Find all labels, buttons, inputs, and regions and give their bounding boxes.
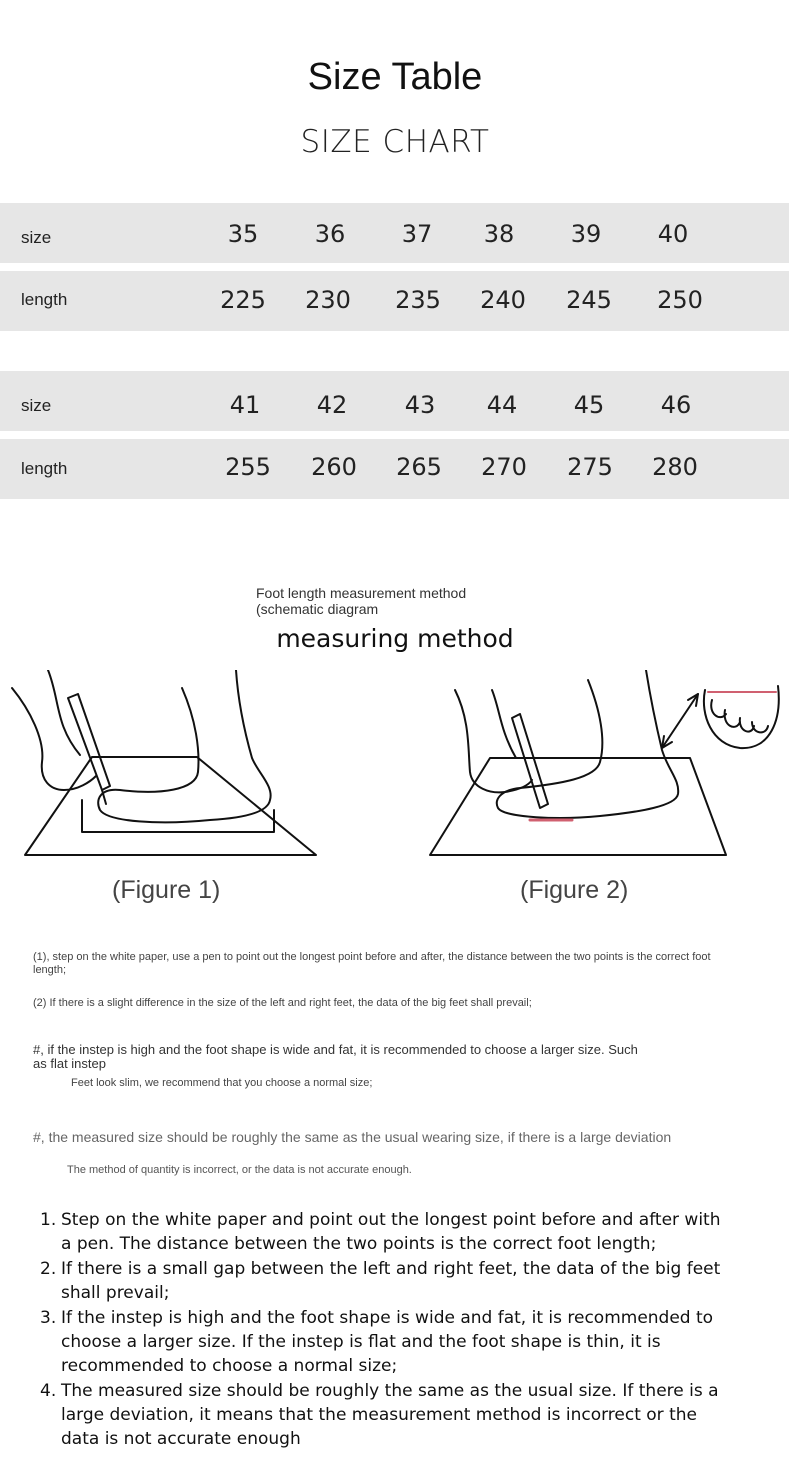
step-item bbox=[36, 1306, 736, 1378]
pen-shape bbox=[68, 694, 110, 790]
size-cell: 43 bbox=[404, 391, 436, 419]
length-cell: 230 bbox=[305, 286, 351, 314]
length-cell: 280 bbox=[652, 453, 698, 481]
step-item bbox=[36, 1379, 736, 1451]
step-number: 2. bbox=[40, 1259, 57, 1279]
hand-shape bbox=[455, 690, 532, 792]
row-label: size bbox=[21, 228, 52, 247]
note-3: #, if the instep is high and the foot shape is wide and fat, it is recommended to choose a larger size. Such as flat instep bbox=[33, 1042, 638, 1071]
diagram-caption-line2: (schematic diagram bbox=[256, 601, 379, 617]
row-label: size bbox=[21, 396, 52, 415]
step-number: 1. bbox=[40, 1210, 57, 1230]
length-row-2 bbox=[0, 439, 789, 499]
size-cell: 38 bbox=[483, 220, 515, 248]
measurement-steps-list bbox=[36, 1208, 736, 1452]
length-cell: 270 bbox=[481, 453, 527, 481]
arm-shape bbox=[492, 690, 516, 758]
diagram-caption bbox=[256, 585, 556, 617]
length-row-1 bbox=[0, 271, 789, 331]
row-label: length bbox=[21, 290, 68, 309]
size-row-2 bbox=[0, 371, 789, 431]
size-cell: 45 bbox=[573, 391, 605, 419]
note-5: #, the measured size should be roughly the same as the usual wearing size, if there is a large deviation bbox=[33, 1129, 672, 1145]
arm-shape bbox=[48, 670, 80, 755]
diagram-title: measuring method bbox=[276, 624, 514, 653]
step-number: 3. bbox=[40, 1308, 57, 1328]
length-cell: 275 bbox=[567, 453, 613, 481]
foot-measurement-illustration bbox=[0, 670, 790, 870]
diagram-caption-line1: Foot length measurement method bbox=[256, 585, 467, 601]
step-text: Step on the white paper and point out the longest point before and after with a pen. The distance between the two points is the correct foot length; bbox=[61, 1210, 721, 1254]
size-cell: 42 bbox=[316, 391, 348, 419]
size-cell: 39 bbox=[570, 220, 602, 248]
step-text: If the instep is high and the foot shape is wide and fat, it is recommended to choose a larger size. If the instep is flat and the foot shape is thin, it is recommended to choose a normal size; bbox=[61, 1308, 714, 1376]
row-label: length bbox=[21, 459, 68, 478]
length-cell: 235 bbox=[395, 286, 441, 314]
size-cell: 46 bbox=[660, 391, 692, 419]
length-cell: 265 bbox=[396, 453, 442, 481]
length-cell: 260 bbox=[311, 453, 357, 481]
step-item bbox=[36, 1257, 736, 1305]
paper-sheet bbox=[430, 758, 726, 855]
note-1: (1), step on the white paper, use a pen to point out the longest point before and after, the distance between the two points is the correct foot length; bbox=[33, 951, 711, 976]
toe-details bbox=[711, 700, 768, 732]
length-cell: 245 bbox=[566, 286, 612, 314]
measure-arrow-line bbox=[662, 694, 698, 748]
toes-outline bbox=[704, 686, 779, 748]
figure1-label: (Figure 1) bbox=[112, 876, 221, 904]
foot-shape bbox=[98, 670, 270, 822]
paper-sheet bbox=[25, 757, 316, 855]
note-6: The method of quantity is incorrect, or the data is not accurate enough. bbox=[67, 1164, 412, 1176]
foot-shape bbox=[497, 670, 678, 818]
note-4: Feet look slim, we recommend that you choose a normal size; bbox=[71, 1077, 373, 1089]
note-2: (2) If there is a slight difference in the size of the left and right feet, the data of the big feet shall prevail; bbox=[33, 997, 532, 1009]
pen-shape bbox=[512, 714, 548, 808]
size-cell: 41 bbox=[229, 391, 261, 419]
page-subtitle: SIZE CHART bbox=[300, 124, 490, 160]
size-row-1 bbox=[0, 203, 789, 263]
size-cell: 35 bbox=[227, 220, 259, 248]
step-text: The measured size should be roughly the same as the usual size. If there is a large deviation, it means that the measurement method is incorrect or the data is not accurate enough bbox=[61, 1381, 719, 1449]
step-number: 4. bbox=[40, 1381, 57, 1401]
figure1-drawing bbox=[12, 670, 316, 855]
size-cell: 44 bbox=[486, 391, 518, 419]
length-cell: 240 bbox=[480, 286, 526, 314]
step-text: If there is a small gap between the left and right feet, the data of the big feet shall prevail; bbox=[61, 1259, 721, 1303]
length-cell: 250 bbox=[657, 286, 703, 314]
size-cell: 36 bbox=[314, 220, 346, 248]
step-item bbox=[36, 1208, 736, 1256]
size-cell: 37 bbox=[401, 220, 433, 248]
size-cell: 40 bbox=[657, 220, 689, 248]
length-cell: 255 bbox=[225, 453, 271, 481]
figure2-label: (Figure 2) bbox=[520, 876, 629, 904]
length-cell: 225 bbox=[220, 286, 266, 314]
figure2-drawing bbox=[430, 670, 779, 855]
page-title: Size Table bbox=[307, 56, 483, 98]
